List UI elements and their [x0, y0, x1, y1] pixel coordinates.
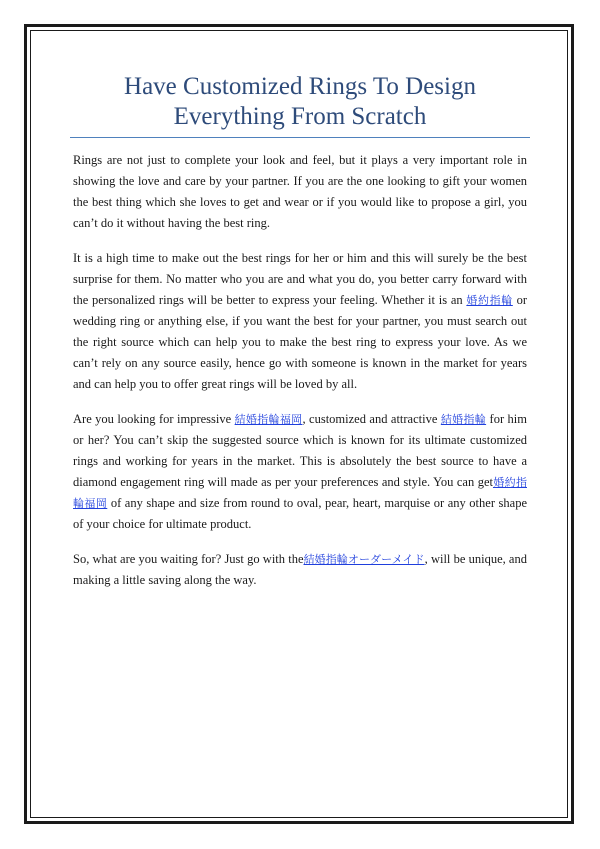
paragraph-3-text-2: , customized and attractive [302, 412, 441, 426]
paragraph-4-text-2: , will be unique, and making a little saving along the way. [73, 552, 527, 587]
paragraph-2-text-1: It is a high time to make out the best rings for her or him and this will surely be the best surprise for them. No matter who you are and what you do, you better carry forward with the personalized rings will be better to express your feeling. Whether it is an [73, 251, 527, 307]
paragraph-3-text-3: for him or her? You can’t skip the suggested source which is known for its ultimate customized rings and working for years in the market. This is absolutely the best source to have a diamond engagement ring will made as per your preferences and style. You can get [73, 412, 527, 489]
title-divider [70, 137, 530, 138]
paragraph-4 [73, 549, 527, 591]
paragraph-4-text-1: So, what are you waiting for? Just go with the [73, 552, 304, 566]
article-body [73, 150, 527, 605]
link-wedding-ring-fukuoka[interactable]: 結婚指輪福岡 [234, 413, 303, 426]
paragraph-3-text-4: of any shape and size from round to oval, pear, heart, marquise or any other shape of your choice for ultimate product. [73, 496, 527, 531]
paragraph-1: Rings are not just to complete your look and feel, but it plays a very important role in showing the love and care by your partner. If you are the one looking to gift your women the best thing which she loves to get and wear or if you would like to propose a girl, you can’t do it without having the best ring. [73, 153, 527, 230]
link-custom-wedding-ring[interactable]: 結婚指輪オーダーメイド [303, 553, 425, 566]
link-engagement-ring[interactable]: 婚約指輪 [466, 294, 513, 307]
page-title: Have Customized Rings To Design Everything From Scratch [124, 73, 476, 130]
paragraph-2-text-2: or wedding ring or anything else, if you want the best for your partner, you must search out the right source which can help you to make the best ring to express your love. As we can’t rely on any source easily, hence go with someone is known in the market for years and can help you to offer great rings will be loved by all. [73, 293, 527, 391]
link-engagement-ring-fukuoka[interactable]: 婚約指輪福岡 [73, 476, 527, 510]
paragraph-3 [73, 409, 527, 535]
paragraph-3-text-1: Are you looking for impressive [73, 412, 235, 426]
link-wedding-ring[interactable]: 結婚指輪 [440, 413, 487, 426]
paragraph-2 [73, 248, 527, 395]
